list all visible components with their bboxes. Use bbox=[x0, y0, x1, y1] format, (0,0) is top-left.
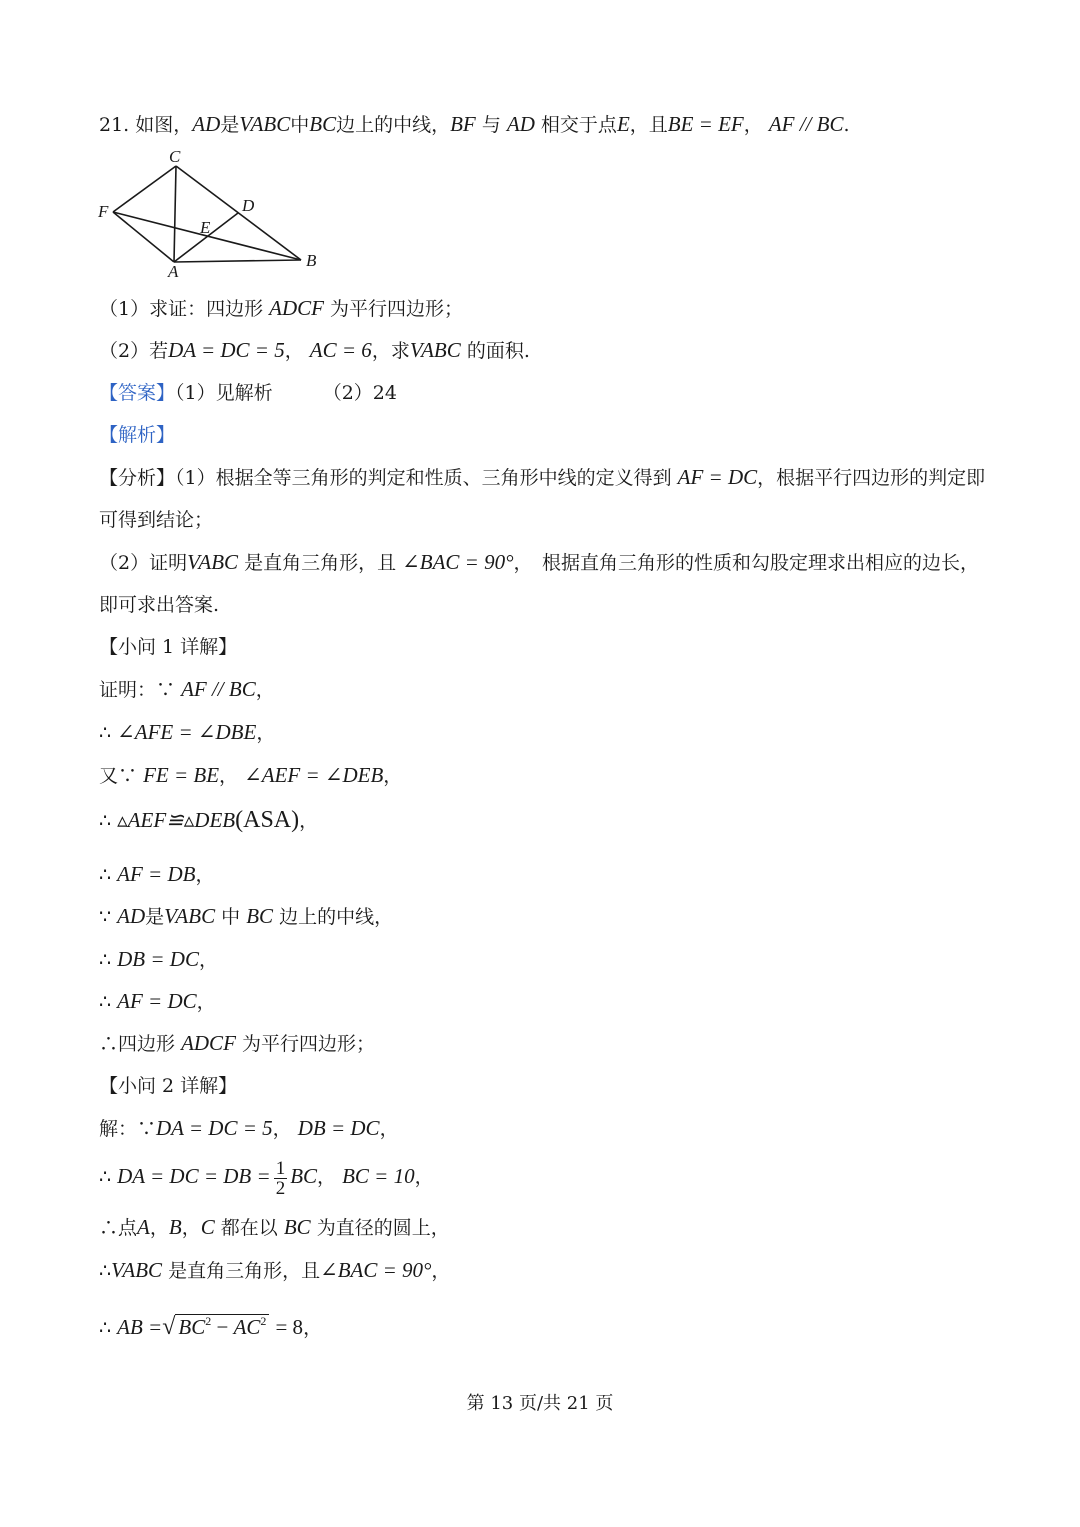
page-footer: 第 13 页/共 21 页 bbox=[466, 1393, 614, 1414]
label-d: D bbox=[242, 196, 255, 215]
label-c: C bbox=[169, 147, 181, 166]
analysis-line-4: 即可求出答案. bbox=[99, 594, 220, 616]
q2-step-5: ∴ AB =√ $BC^2 - AC^2 = 8$， bbox=[99, 1314, 323, 1340]
label-b: B bbox=[306, 251, 317, 270]
fraction-one-half: $\frac{1}{2}$ bbox=[275, 1157, 286, 1199]
label-f: F bbox=[98, 202, 109, 221]
q1-step-7: ∴ DB = DC， bbox=[99, 947, 218, 971]
q2-step-4: ∴VABC 是直角三角形，且∠BAC = 90°， bbox=[99, 1258, 451, 1282]
analysis-line-1: 【分析】（1）根据全等三角形的判定和性质、三角形中线的定义得到 AF = DC，根据平行四边形的判定即 bbox=[99, 465, 986, 489]
sqrt-symbol: √ bbox=[162, 1314, 176, 1340]
q1-step-5: ∴ AF = DB， bbox=[99, 862, 215, 886]
answer-line: 【答案】（1）见解析 （2）24 bbox=[99, 382, 397, 404]
label-e: E bbox=[200, 218, 211, 237]
analysis-line-3: （2）证明VABC 是直角三角形，且 ∠BAC = 90°， 根据直角三角形的性质和勾股定理求出相应的边长， bbox=[99, 550, 979, 574]
q2-step-1: 解：∵DA = DC = 5， DB = DC， bbox=[99, 1116, 399, 1140]
radicand: $BC^2 - AC^2$ bbox=[175, 1314, 269, 1339]
q1-step-1: 证明：∵ AF // BC， bbox=[99, 677, 275, 701]
segment-ab bbox=[174, 260, 301, 262]
q2-step-3: ∴点A，B，C 都在以 BC 为直径的圆上， bbox=[99, 1215, 450, 1239]
geometry-figure bbox=[92, 145, 332, 285]
q2-detail-header: 【小问 2 详解】 bbox=[99, 1075, 238, 1097]
analysis-tag: 【解析】 bbox=[99, 424, 176, 446]
segment-fc bbox=[113, 166, 176, 212]
problem-number: 21. bbox=[99, 114, 130, 136]
q1-step-4: ∴ ▵AEF≌▵DEB(ASA)， bbox=[99, 807, 319, 833]
label-a: A bbox=[168, 262, 179, 281]
question-1: （1）求证：四边形 ADCF 为平行四边形； bbox=[99, 296, 464, 320]
segment-ca bbox=[174, 166, 176, 262]
q2-step-2: ∴ DA = DC = DB = $\frac{1}{2}$ BC， BC = 10， bbox=[99, 1157, 434, 1199]
q1-step-9: ∴四边形 ADCF 为平行四边形； bbox=[99, 1031, 375, 1055]
analysis-line-2: 可得到结论； bbox=[99, 509, 214, 531]
problem-statement: 21. 如图，AD是VABC中BC边上的中线，BF 与 AD 相交于点E，且BE = EF， AF // BC. bbox=[99, 112, 850, 136]
question-2: （2）若DA = DC = 5， AC = 6，求VABC 的面积. bbox=[99, 338, 530, 362]
q1-detail-header: 【小问 1 详解】 bbox=[99, 636, 238, 658]
answer-tag: 【答案】 bbox=[99, 382, 176, 404]
q1-step-2: ∴ ∠AFE = ∠DBE， bbox=[99, 720, 276, 744]
q1-step-3: 又∵ FE = BE， ∠AEF = ∠DEB， bbox=[99, 763, 403, 787]
q1-step-6: ∵ AD是VABC 中 BC 边上的中线， bbox=[99, 904, 394, 928]
q1-step-8: ∴ AF = DC， bbox=[99, 989, 216, 1013]
